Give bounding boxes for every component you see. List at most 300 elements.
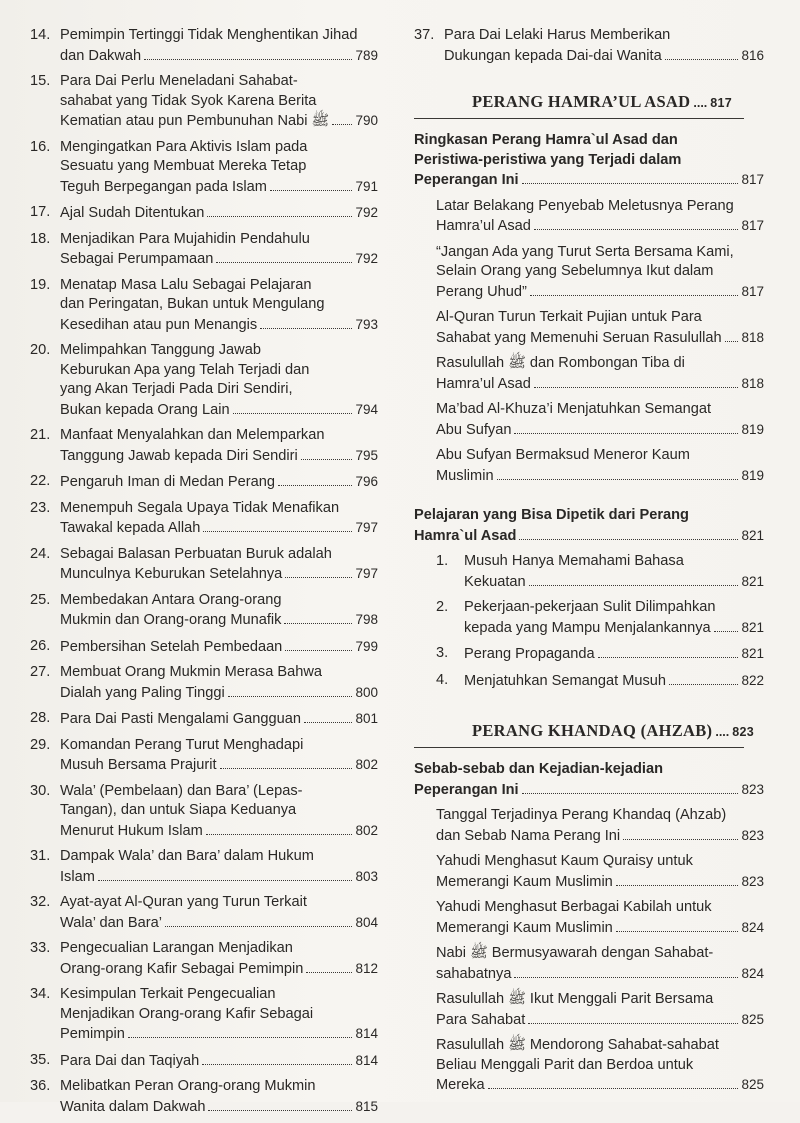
dot-leader xyxy=(534,387,739,388)
entry-line xyxy=(60,821,378,842)
toc-entry xyxy=(30,893,378,933)
toc-entry xyxy=(30,426,378,466)
toc-entry xyxy=(30,637,378,658)
toc-entry xyxy=(30,1077,378,1117)
dot-leader xyxy=(514,977,738,978)
entry-title-line: “Jangan Ada yang Turut Serta Bersama Kami, xyxy=(436,243,734,260)
entry-title-line: Sebab-sebab dan Kejadian-kejadian xyxy=(414,761,663,777)
entry-line xyxy=(436,282,764,303)
toc-subentry xyxy=(436,852,764,892)
entry-line xyxy=(436,466,764,487)
entry-line xyxy=(414,170,764,191)
entry-line xyxy=(436,964,764,985)
entry-line xyxy=(60,426,378,446)
entry-title-line: Musuh Hanya Memahami Bahasa xyxy=(464,553,684,569)
dot-leader xyxy=(616,931,739,932)
entry-title-line: kepada yang Mampu Menjalankannya xyxy=(464,619,711,636)
entry-title-line: Beliau Menggali Parit dan Berdoa untuk xyxy=(436,1056,694,1073)
section-heading: PERANG KHANDAQ (AHZAB) .... 823 xyxy=(472,721,755,740)
entry-line xyxy=(436,806,764,826)
entry-title-line: Dukungan kepada Dai-dai Wanita xyxy=(444,47,662,64)
left-column xyxy=(30,26,378,1123)
dot-leader xyxy=(284,623,352,624)
entry-line xyxy=(60,518,378,539)
entry-body xyxy=(60,426,378,466)
entry-title-line: Rasulullah ﷺ dan Rombongan Tiba di xyxy=(436,355,685,371)
entry-body xyxy=(60,203,378,224)
entry-number: 25. xyxy=(30,591,51,608)
entry-title-line: Ajal Sudah Ditentukan xyxy=(60,205,205,221)
entry-title-line: Kesimpulan Terkait Pengecualian xyxy=(60,986,276,1002)
entry-title-line: Pengaruh Iman di Medan Perang xyxy=(60,474,275,490)
entry-title-line: Yahudi Menghasut Kaum Quraisy untuk xyxy=(436,853,693,869)
toc-subentry xyxy=(436,671,764,692)
entry-line xyxy=(60,46,378,67)
entry-title-line: Menjadikan Para Mujahidin Pendahulu xyxy=(60,230,310,247)
dot-leader xyxy=(529,585,739,586)
entry-title-line: dan Peringatan, Bukan untuk Mengulang xyxy=(60,296,325,312)
entry-line xyxy=(60,92,378,112)
entry-line xyxy=(414,780,764,801)
dot-leader xyxy=(270,190,353,191)
dot-leader xyxy=(623,839,738,840)
entry-line xyxy=(60,203,378,224)
entry-title-line: Rasulullah ﷺ Ikut Menggali Parit Bersama xyxy=(436,991,714,1007)
entry-number: 24. xyxy=(30,545,51,562)
dot-leader xyxy=(165,926,353,927)
entry-line xyxy=(436,400,764,420)
entry-line xyxy=(436,354,764,374)
toc-subentry xyxy=(436,400,764,440)
entry-title-line: Menjadikan Orang-orang Kafir Sebagai xyxy=(60,1005,314,1022)
toc-entry xyxy=(30,545,378,585)
entry-line xyxy=(436,446,764,466)
entry-body xyxy=(464,598,764,638)
entry-title-line: Menatap Masa Lalu Sebagai Pelajaran xyxy=(60,276,312,293)
entry-number: 32. xyxy=(30,894,51,910)
dot-leader xyxy=(530,295,739,296)
dot-leader xyxy=(616,885,739,886)
entry-title-line: Yahudi Menghasut Berbagai Kabilah untuk xyxy=(436,899,712,915)
page-number: 816 xyxy=(741,47,764,63)
entry-number: 2. xyxy=(436,599,449,615)
entry-line xyxy=(436,1056,764,1076)
entry-title-line: Pekerjaan-pekerjaan Sulit Dilimpahkan xyxy=(464,599,716,615)
toc-entry xyxy=(414,26,764,66)
page-number: 795 xyxy=(355,447,378,463)
page-number: 814 xyxy=(355,1026,378,1041)
entry-line xyxy=(414,760,764,780)
entry-line xyxy=(60,610,378,631)
entry-line xyxy=(60,867,378,888)
entry-title-line: Wala’ (Pembelaan) dan Bara’ (Lepas- xyxy=(60,782,303,799)
entry-number: 36. xyxy=(30,1078,51,1094)
entry-title-line: Selain Orang yang Sebelumnya Ikut dalam xyxy=(436,263,714,279)
page-number: 794 xyxy=(355,401,378,417)
page-number: 823 xyxy=(741,781,764,797)
entry-title-line: Memerangi Kaum Muslimin xyxy=(436,919,613,936)
dot-leader xyxy=(285,650,352,651)
entry-line xyxy=(60,499,378,519)
entry-line xyxy=(60,1024,378,1045)
entry-title-line: Wanita dalam Dakwah xyxy=(60,1098,206,1115)
entry-line xyxy=(436,1010,764,1031)
dot-leader xyxy=(208,1110,352,1111)
dot-leader xyxy=(534,229,739,230)
toc-entry xyxy=(30,472,378,493)
entry-number: 20. xyxy=(30,342,51,358)
entry-number: 22. xyxy=(30,473,51,489)
toc-group-heading xyxy=(414,131,764,191)
page-number: 812 xyxy=(355,960,378,976)
entry-body xyxy=(60,893,378,933)
entry-line xyxy=(60,959,378,980)
entry-title-line: Peperangan Ini xyxy=(414,781,519,798)
toc-subentry xyxy=(436,446,764,486)
page-number: 817 xyxy=(741,218,764,233)
entry-title-line: Islam xyxy=(60,868,95,885)
dot-leader xyxy=(216,262,352,263)
entry-title-line: Orang-orang Kafir Sebagai Pemimpin xyxy=(60,960,304,977)
toc-entry xyxy=(30,939,378,979)
entry-title-line: Ayat-ayat Al-Quran yang Turun Terkait xyxy=(60,894,307,910)
entry-title-line: Muslimin xyxy=(436,467,494,484)
entry-line xyxy=(436,216,764,237)
entry-line xyxy=(60,400,378,421)
entry-line xyxy=(436,1036,764,1056)
toc-entry xyxy=(30,782,378,842)
entry-body xyxy=(60,637,378,658)
entry-line xyxy=(60,1077,378,1097)
dot-leader xyxy=(206,834,353,835)
section-heading: PERANG HAMRA’UL ASAD .... 817 xyxy=(472,92,733,111)
entry-number: 4. xyxy=(436,671,449,688)
entry-line xyxy=(436,420,764,441)
entry-number: 27. xyxy=(30,664,51,680)
entry-body xyxy=(60,985,378,1045)
entry-title-line: Nabi ﷺ Bermusyawarah dengan Sahabat- xyxy=(436,945,714,961)
entry-title-line: Komandan Perang Turut Menghadapi xyxy=(60,736,304,753)
entry-number: 19. xyxy=(30,276,51,293)
toc-entry xyxy=(30,230,378,270)
entry-line xyxy=(60,709,378,730)
entry-number: 1. xyxy=(436,553,449,569)
entry-body xyxy=(60,472,378,493)
page-number: 819 xyxy=(741,421,764,437)
entry-line xyxy=(60,663,378,683)
entry-title-line: Para Dai dan Taqiyah xyxy=(60,1052,200,1069)
dot-leader xyxy=(522,793,739,794)
entry-line xyxy=(436,852,764,872)
entry-title-line: Kesedihan atau pun Menangis xyxy=(60,316,258,333)
entry-body xyxy=(60,230,378,270)
entry-number: 15. xyxy=(30,73,51,89)
page-number: 790 xyxy=(355,113,378,128)
entry-line xyxy=(464,644,764,665)
toc-entry xyxy=(30,276,378,336)
entry-title-line: Abu Sufyan Bermaksud Meneror Kaum xyxy=(436,447,690,463)
entry-line xyxy=(60,847,378,867)
dot-leader xyxy=(228,696,353,697)
entry-title-line: Membuat Orang Mukmin Merasa Bahwa xyxy=(60,664,322,680)
dot-leader xyxy=(220,768,353,769)
entry-title-line: dan Dakwah xyxy=(60,47,142,64)
entry-line xyxy=(436,872,764,893)
entry-title-line: Kekuatan xyxy=(464,573,526,590)
page-number: 819 xyxy=(741,467,764,483)
toc-entry xyxy=(30,847,378,887)
toc-subentry xyxy=(436,644,764,665)
entry-title-line: Peristiwa-peristiwa yang Terjadi dalam xyxy=(414,151,682,168)
toc-subentry xyxy=(436,552,764,592)
entry-line xyxy=(436,990,764,1010)
entry-number: 23. xyxy=(30,499,51,516)
entry-line xyxy=(464,598,764,618)
page-number: 792 xyxy=(355,251,378,266)
entry-title-line: Pelajaran yang Bisa Dipetik dari Perang xyxy=(414,507,689,523)
entry-line xyxy=(60,683,378,704)
entry-line xyxy=(60,591,378,611)
toc-subentry xyxy=(436,197,764,237)
page-number: 821 xyxy=(741,573,764,589)
entry-title-line: Rasulullah ﷺ Mendorong Sahabat-sahabat xyxy=(436,1037,719,1053)
entry-number: 3. xyxy=(436,645,449,661)
entry-line xyxy=(60,111,378,132)
dot-leader xyxy=(285,577,352,578)
entry-title-line: Munculnya Keburukan Setelahnya xyxy=(60,566,283,582)
entry-line xyxy=(60,939,378,959)
entry-line xyxy=(414,506,764,526)
page-number: 817 xyxy=(741,172,764,187)
page-number: 818 xyxy=(741,329,764,345)
entry-line xyxy=(436,898,764,918)
page-number: 821 xyxy=(741,646,764,661)
dot-leader xyxy=(514,433,738,434)
entry-title-line: Al-Quran Turun Terkait Pujian untuk Para xyxy=(436,309,702,325)
page-number: 803 xyxy=(355,868,378,884)
page-number: 824 xyxy=(741,919,764,935)
toc-entry xyxy=(30,26,378,66)
entry-number: 30. xyxy=(30,782,51,799)
toc-subentry xyxy=(436,308,764,348)
dot-leader xyxy=(278,485,352,486)
entry-line xyxy=(436,243,764,263)
entry-number: 37. xyxy=(414,27,435,43)
dot-leader xyxy=(528,1023,738,1024)
entry-line xyxy=(60,637,378,658)
dot-leader xyxy=(260,328,352,329)
toc-entry xyxy=(30,499,378,539)
entry-line xyxy=(414,131,764,151)
entry-title-line: Ringkasan Perang Hamra`ul Asad dan xyxy=(414,132,678,148)
dot-leader xyxy=(203,531,352,532)
toc-subentry xyxy=(436,354,764,394)
entry-title-line: Tanggal Terjadinya Perang Khandaq (Ahzab) xyxy=(436,807,727,823)
entry-body xyxy=(444,26,764,66)
entry-title-line: Para Sahabat xyxy=(436,1011,526,1028)
entry-line xyxy=(60,230,378,250)
entry-line xyxy=(436,944,764,964)
dot-leader xyxy=(304,722,353,723)
entry-line xyxy=(464,572,764,593)
entry-title-line: Musuh Bersama Prajurit xyxy=(60,757,217,773)
entry-line xyxy=(414,151,764,171)
page-number: 802 xyxy=(355,757,378,772)
entry-number: 21. xyxy=(30,427,51,443)
entry-line xyxy=(436,1075,764,1096)
dot-leader xyxy=(669,684,738,685)
page-number: 793 xyxy=(355,316,378,332)
page-number: 797 xyxy=(355,566,378,581)
toc-entry xyxy=(30,72,378,132)
section-page: 823 xyxy=(732,725,755,739)
entry-line xyxy=(60,157,378,177)
page-number: 821 xyxy=(741,527,764,543)
toc-subentry xyxy=(436,944,764,984)
entry-line xyxy=(60,446,378,467)
dot-leader xyxy=(488,1088,739,1089)
entry-line xyxy=(60,295,378,315)
entry-body xyxy=(60,736,378,776)
entry-title-line: Memerangi Kaum Muslimin xyxy=(436,873,613,890)
entry-title-line: Dialah yang Paling Tinggi xyxy=(60,684,225,701)
entry-title-line: Mereka xyxy=(436,1077,485,1093)
entry-title-line: Membedakan Antara Orang-orang xyxy=(60,591,282,608)
entry-title-line: Mukmin dan Orang-orang Munafik xyxy=(60,612,282,628)
entry-line xyxy=(60,472,378,493)
page-number: 818 xyxy=(741,375,764,391)
dot-leader xyxy=(714,631,739,632)
entry-title-line: Perang Uhud” xyxy=(436,283,527,300)
entry-body xyxy=(60,138,378,198)
entry-body xyxy=(60,341,378,420)
page-number: 799 xyxy=(355,638,378,654)
entry-title-line: Melimpahkan Tanggung Jawab xyxy=(60,342,261,358)
entry-body xyxy=(60,709,378,730)
toc-entry xyxy=(30,341,378,420)
entry-title-line: Melibatkan Peran Orang-orang Mukmin xyxy=(60,1078,316,1094)
entry-title-line: Pembersihan Setelah Pembedaan xyxy=(60,638,283,655)
entry-line xyxy=(60,1051,378,1072)
entry-number: 17. xyxy=(30,204,51,220)
page-number: 815 xyxy=(355,1098,378,1114)
entry-line xyxy=(436,308,764,328)
entry-body xyxy=(464,644,764,665)
entry-line xyxy=(60,138,378,158)
entry-title-line: Menjatuhkan Semangat Musuh xyxy=(464,672,667,689)
toc-entry xyxy=(30,663,378,703)
entry-title-line: Bukan kepada Orang Lain xyxy=(60,401,230,418)
entry-number: 14. xyxy=(30,27,51,43)
dot-leader xyxy=(598,657,739,658)
dot-leader xyxy=(207,216,352,217)
entry-title-line: Ma’bad Al-Khuza’i Menjatuhkan Semangat xyxy=(436,401,712,417)
entry-number: 34. xyxy=(30,986,51,1002)
toc-subentry xyxy=(436,243,764,303)
page-number: 796 xyxy=(355,474,378,489)
dot-leader xyxy=(306,972,352,973)
entry-body xyxy=(60,1051,378,1072)
entry-line xyxy=(60,315,378,336)
entry-title-line: Kematian atau pun Pembunuhan Nabi ﷺ xyxy=(60,113,330,129)
entry-line xyxy=(464,552,764,572)
entry-body xyxy=(60,545,378,585)
entry-number: 29. xyxy=(30,736,51,753)
entry-title-line: Tanggung Jawab kepada Diri Sendiri xyxy=(60,447,298,464)
dot-leader xyxy=(522,183,739,184)
entry-title-line: Sebagai Perumpamaan xyxy=(60,251,214,267)
toc-entry xyxy=(30,709,378,730)
entry-line xyxy=(60,26,378,46)
entry-number: 31. xyxy=(30,848,51,864)
entry-title-line: Para Dai Lelaki Harus Memberikan xyxy=(444,27,671,43)
entry-line xyxy=(436,262,764,282)
entry-title-line: Tangan), dan untuk Siapa Keduanya xyxy=(60,802,297,818)
section-page: 817 xyxy=(710,96,733,110)
dot-leader xyxy=(332,124,352,125)
toc-group-heading xyxy=(414,760,764,800)
page-number: 798 xyxy=(355,612,378,627)
entry-line xyxy=(444,46,764,67)
entry-title-line: sahabat yang Tidak Syok Karena Berita xyxy=(60,92,317,109)
entry-number: 18. xyxy=(30,230,51,247)
toc-subentry xyxy=(436,990,764,1030)
section-rule xyxy=(414,747,744,748)
dot-leader xyxy=(665,59,739,60)
dot-leader xyxy=(233,413,353,414)
page-number: 801 xyxy=(355,711,378,726)
entry-line xyxy=(60,782,378,802)
entry-line xyxy=(60,177,378,198)
toc-entry xyxy=(30,203,378,224)
entry-title-line: Peperangan Ini xyxy=(414,172,519,188)
page-number: 797 xyxy=(355,520,378,535)
entry-title-line: Para Dai Pasti Mengalami Gangguan xyxy=(60,711,301,727)
toc-subentry xyxy=(436,898,764,938)
entry-line xyxy=(464,618,764,639)
entry-line xyxy=(436,328,764,349)
toc-entry xyxy=(30,591,378,631)
entry-line xyxy=(436,918,764,939)
entry-title-line: Keburukan Apa yang Telah Terjadi dan xyxy=(60,361,310,378)
page-number: 823 xyxy=(741,873,764,889)
entry-title-line: Dampak Wala’ dan Bara’ dalam Hukum xyxy=(60,848,314,864)
entry-line xyxy=(60,564,378,585)
entry-title-line: Perang Propaganda xyxy=(464,646,595,662)
entry-line xyxy=(436,826,764,847)
toc-subentry xyxy=(436,598,764,638)
page-number: 825 xyxy=(741,1011,764,1027)
page-number: 823 xyxy=(741,827,764,843)
entry-line xyxy=(60,913,378,934)
entry-title-line: Para Dai Perlu Meneladani Sahabat- xyxy=(60,73,298,89)
entry-title-line: yang Akan Terjadi Pada Diri Sendiri, xyxy=(60,381,293,397)
entry-body xyxy=(60,939,378,979)
entry-title-line: Wala’ dan Bara’ xyxy=(60,914,162,931)
right-column xyxy=(414,26,764,1102)
entry-title-line: Sahabat yang Memenuhi Seruan Rasulullah xyxy=(436,329,722,346)
entry-line xyxy=(60,736,378,756)
entry-line xyxy=(60,1097,378,1118)
entry-title-line: Menempuh Segala Upaya Tidak Menafikan xyxy=(60,499,340,516)
entry-title-line: Abu Sufyan xyxy=(436,421,512,438)
entry-title-line: dan Sebab Nama Perang Ini xyxy=(436,827,621,844)
entry-title-line: Teguh Berpegangan pada Islam xyxy=(60,178,267,195)
dot-leader xyxy=(301,459,353,460)
dot-leader xyxy=(144,59,352,60)
page-number: 800 xyxy=(355,684,378,700)
entry-body xyxy=(60,276,378,336)
